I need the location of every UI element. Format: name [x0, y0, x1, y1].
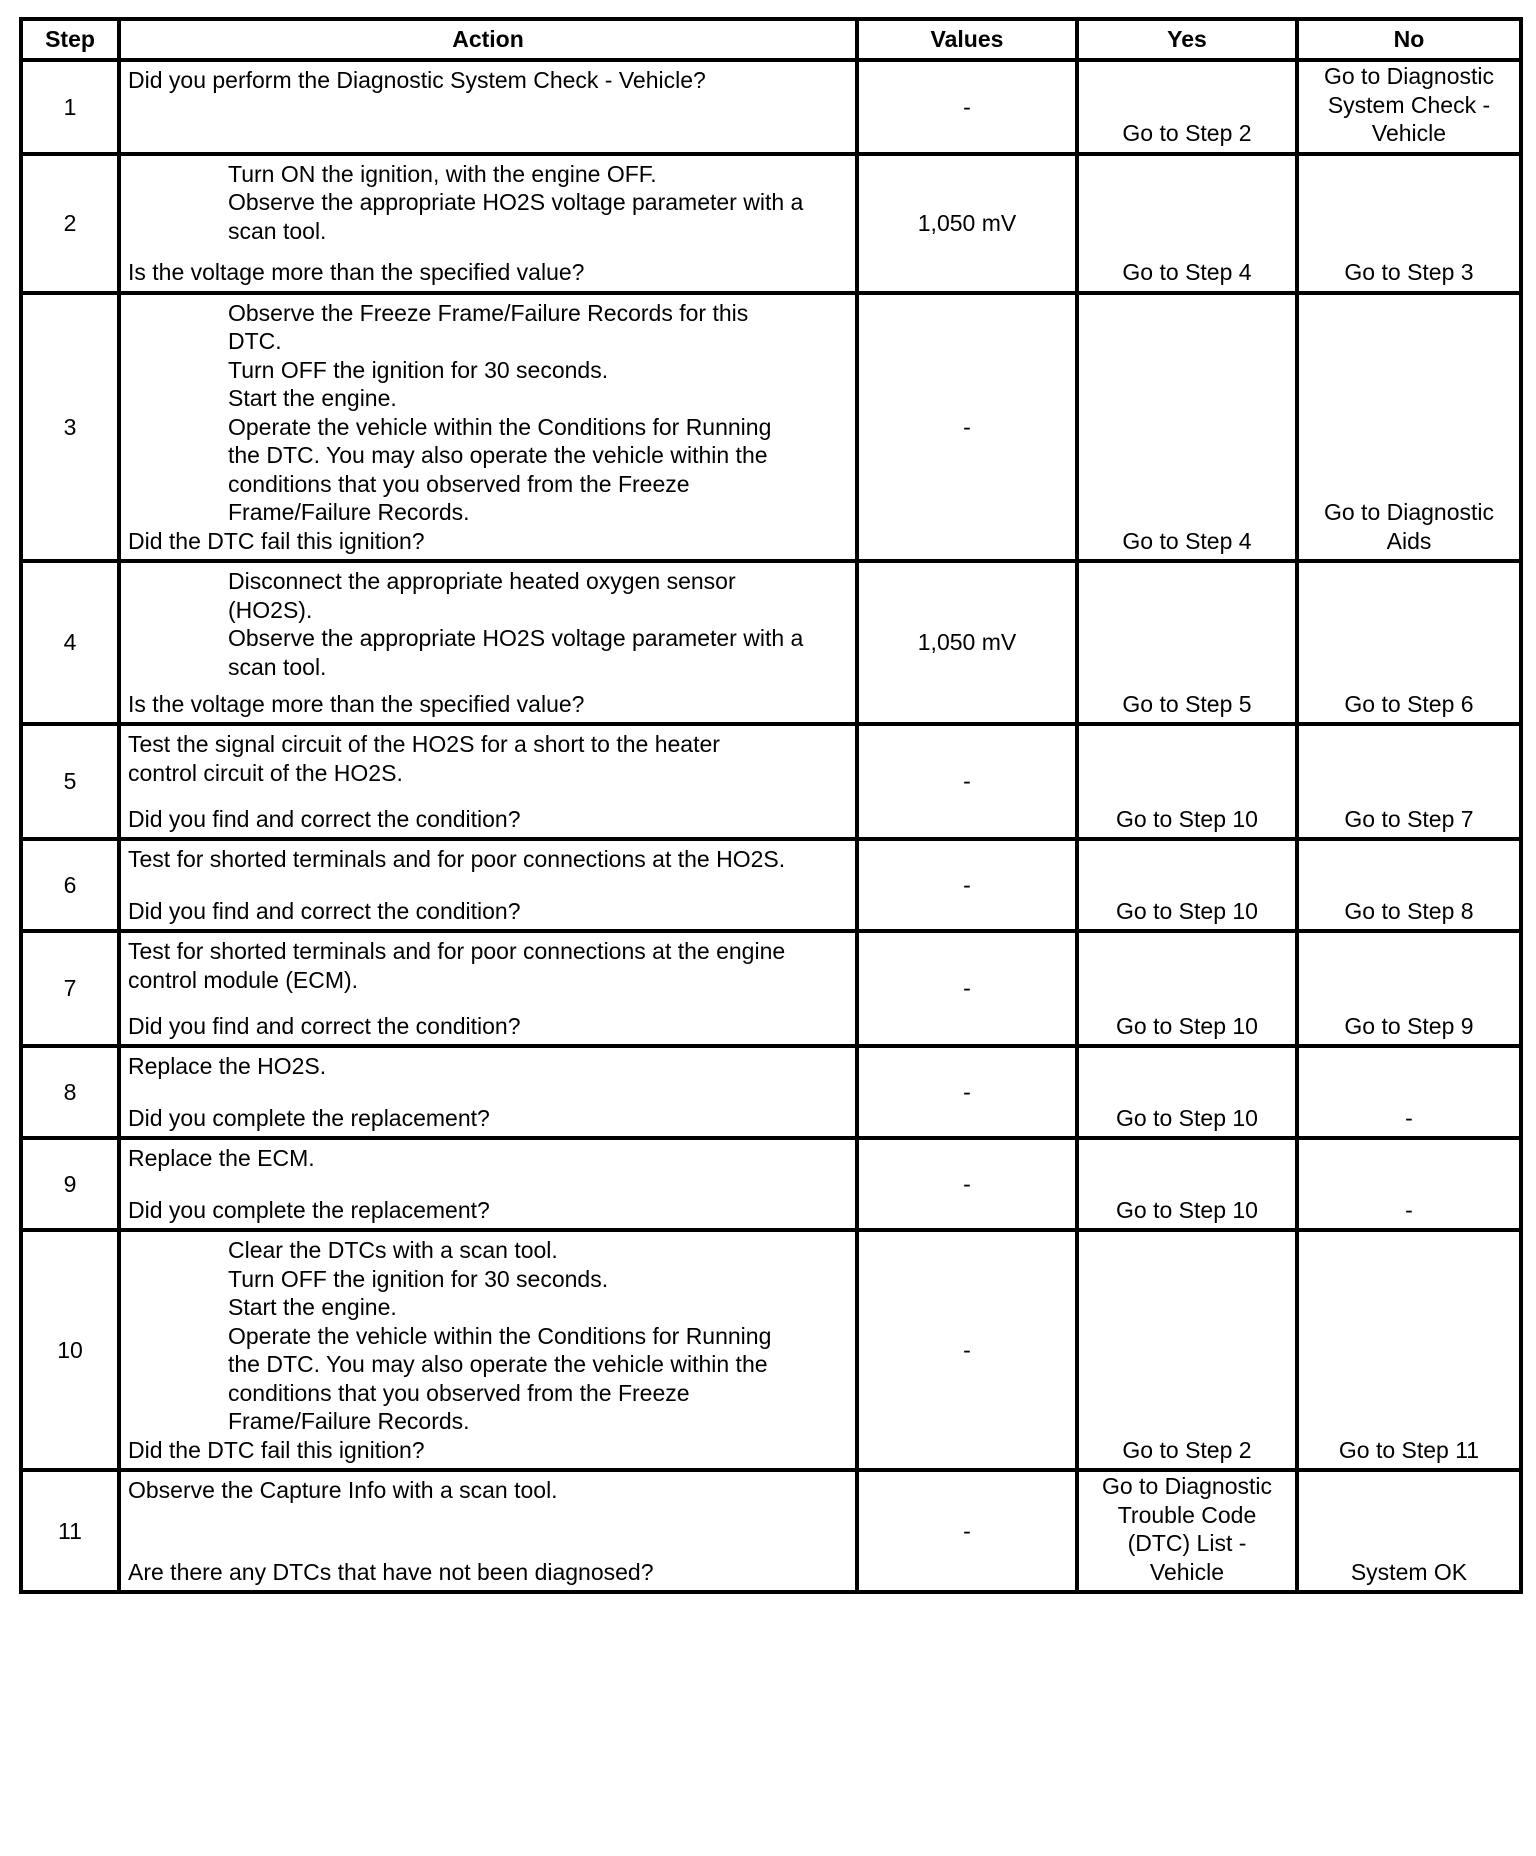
action-body — [128, 937, 847, 994]
table-body — [21, 60, 1521, 1592]
action-step-line: Frame/Failure Records. — [228, 1408, 470, 1434]
action-step-line: Frame/Failure Records. — [228, 499, 470, 525]
action-cell — [119, 1138, 857, 1230]
no-cell — [1297, 1046, 1521, 1138]
yes-outcome-line: Go to Diagnostic — [1101, 1473, 1273, 1499]
yes-outcome-line: Go to Step 10 — [1116, 897, 1258, 924]
step-cell: 9 — [21, 1138, 119, 1230]
action-intro-line: Test the signal circuit of the HO2S for a short to the heater — [128, 731, 720, 757]
no-outcome-line: System Check - — [1327, 91, 1491, 118]
step-cell: 5 — [21, 724, 119, 839]
values-cell: - — [857, 293, 1077, 562]
step-cell: 10 — [21, 1230, 119, 1470]
action-step-line: scan tool. — [228, 217, 327, 244]
action-question: Did the DTC fail this ignition? — [128, 1436, 425, 1463]
header-row — [21, 19, 1521, 60]
no-cell — [1297, 839, 1521, 931]
action-content — [121, 726, 855, 837]
yes-cell — [1077, 1138, 1297, 1230]
yes-cell — [1077, 154, 1297, 293]
step-cell: 3 — [21, 293, 119, 562]
header-no: No — [1297, 19, 1521, 60]
action-intro-line: control circuit of the HO2S. — [128, 759, 403, 786]
action-intro-line: Test for shorted terminals and for poor connections at the engine — [128, 938, 786, 964]
yes-outcome-line: Go to Step 10 — [1116, 805, 1258, 832]
action-step-list — [128, 1236, 847, 1436]
table-row — [21, 1138, 1521, 1230]
yes-outcome-line: Go to Step 5 — [1122, 690, 1252, 717]
no-outcome-line: - — [1405, 1104, 1413, 1131]
action-cell — [119, 293, 857, 562]
action-cell — [119, 1046, 857, 1138]
yes-outcome-line: Go to Step 10 — [1116, 1104, 1258, 1131]
header-yes: Yes — [1077, 19, 1297, 60]
values-cell: - — [857, 60, 1077, 154]
action-cell — [119, 561, 857, 724]
table-row — [21, 931, 1521, 1046]
action-question: Did you complete the replacement? — [128, 1104, 490, 1131]
no-outcome-line: Aids — [1386, 527, 1432, 554]
values-cell: - — [857, 839, 1077, 931]
action-content — [121, 295, 855, 560]
action-body — [128, 730, 847, 787]
table-row — [21, 60, 1521, 154]
action-step-line: Turn OFF the ignition for 30 seconds. — [228, 356, 609, 383]
action-content — [121, 62, 855, 152]
action-step-line: DTC. — [228, 328, 282, 354]
action-content — [121, 1472, 855, 1590]
action-step-line: Observe the appropriate HO2S voltage parameter with a — [228, 189, 804, 215]
no-cell — [1297, 1470, 1521, 1592]
action-step-line: Turn ON the ignition, with the engine OFF. — [228, 160, 657, 187]
values-cell: - — [857, 1046, 1077, 1138]
values-cell: 1,050 mV — [857, 561, 1077, 724]
action-step-line: Operate the vehicle within the Conditions for Running — [228, 1322, 772, 1349]
no-cell — [1297, 293, 1521, 562]
table-row — [21, 1046, 1521, 1138]
yes-outcome-line: Go to Step 2 — [1122, 1436, 1252, 1463]
action-question: Did you find and correct the condition? — [128, 805, 521, 832]
step-cell: 6 — [21, 839, 119, 931]
action-step-list — [128, 299, 847, 527]
yes-cell — [1077, 1046, 1297, 1138]
action-step-line: the DTC. You may also operate the vehicle within the — [228, 442, 768, 468]
action-body — [128, 1236, 847, 1436]
no-cell — [1297, 1138, 1521, 1230]
no-outcome-line: Go to Diagnostic — [1323, 499, 1495, 525]
yes-outcome-line: Vehicle — [1149, 1558, 1225, 1585]
no-cell — [1297, 154, 1521, 293]
action-step-line: conditions that you observed from the Freeze — [228, 470, 690, 497]
no-outcome-line: Go to Step 7 — [1344, 805, 1474, 832]
action-step-line: Start the engine. — [228, 385, 397, 411]
values-cell: - — [857, 1470, 1077, 1592]
table-row — [21, 1470, 1521, 1592]
action-intro-line: Replace the ECM. — [128, 1145, 315, 1171]
action-question: Did you find and correct the condition? — [128, 1012, 521, 1039]
yes-outcome-line: Trouble Code — [1117, 1501, 1257, 1528]
action-step-line: (HO2S). — [228, 596, 313, 623]
action-question: Did you find and correct the condition? — [128, 897, 521, 924]
yes-outcome-line: Go to Step 10 — [1116, 1012, 1258, 1039]
yes-cell — [1077, 724, 1297, 839]
yes-cell — [1077, 839, 1297, 931]
action-content — [121, 1140, 855, 1228]
action-step-line: Clear the DTCs with a scan tool. — [228, 1237, 558, 1263]
yes-cell — [1077, 561, 1297, 724]
header-values: Values — [857, 19, 1077, 60]
yes-cell — [1077, 293, 1297, 562]
step-cell: 7 — [21, 931, 119, 1046]
action-step-line: scan tool. — [228, 653, 327, 680]
yes-outcome-line: Go to Step 2 — [1122, 120, 1252, 146]
action-body — [128, 1476, 847, 1505]
no-outcome-line: Go to Step 9 — [1344, 1012, 1474, 1039]
no-outcome-line: Vehicle — [1371, 120, 1447, 146]
header-step: Step — [21, 19, 119, 60]
action-cell — [119, 60, 857, 154]
header-action: Action — [119, 19, 857, 60]
action-body — [128, 1144, 847, 1173]
action-step-line: Disconnect the appropriate heated oxygen sensor — [228, 568, 736, 594]
action-step-line: Start the engine. — [228, 1294, 397, 1320]
action-body — [128, 845, 847, 874]
no-outcome-line: Go to Diagnostic — [1323, 63, 1495, 89]
action-question: Is the voltage more than the specified value? — [128, 259, 585, 285]
yes-outcome-line: (DTC) List - — [1127, 1530, 1247, 1556]
action-step-line: Observe the appropriate HO2S voltage parameter with a — [228, 625, 804, 651]
action-question: Did you complete the replacement? — [128, 1196, 490, 1223]
action-step-list — [128, 567, 847, 681]
table-row — [21, 839, 1521, 931]
step-cell: 8 — [21, 1046, 119, 1138]
action-cell — [119, 1470, 857, 1592]
action-step-list — [128, 160, 847, 246]
action-content — [121, 841, 855, 929]
action-cell — [119, 1230, 857, 1470]
yes-cell — [1077, 931, 1297, 1046]
action-question: Did the DTC fail this ignition? — [128, 527, 425, 554]
values-cell: - — [857, 1230, 1077, 1470]
table-row — [21, 724, 1521, 839]
diagnostic-table-container — [19, 17, 1523, 1594]
action-content — [121, 1048, 855, 1136]
no-cell — [1297, 1230, 1521, 1470]
action-step-line: conditions that you observed from the Freeze — [228, 1379, 690, 1406]
values-cell: - — [857, 724, 1077, 839]
action-step-line: Turn OFF the ignition for 30 seconds. — [228, 1265, 609, 1292]
action-question: Is the voltage more than the specified value? — [128, 690, 585, 717]
action-body — [128, 1052, 847, 1081]
table-row — [21, 1230, 1521, 1470]
step-cell: 4 — [21, 561, 119, 724]
action-body — [128, 66, 847, 95]
action-step-line: the DTC. You may also operate the vehicle within the — [228, 1351, 768, 1377]
no-outcome-line: Go to Step 6 — [1344, 690, 1474, 717]
action-intro-line: Replace the HO2S. — [128, 1053, 327, 1079]
step-cell: 11 — [21, 1470, 119, 1592]
action-intro-line: Test for shorted terminals and for poor connections at the HO2S. — [128, 846, 786, 872]
action-cell — [119, 724, 857, 839]
no-cell — [1297, 724, 1521, 839]
action-content — [121, 933, 855, 1044]
no-cell — [1297, 931, 1521, 1046]
action-content — [121, 1232, 855, 1468]
table-row — [21, 154, 1521, 293]
yes-outcome-line: Go to Step 4 — [1122, 259, 1252, 285]
action-cell — [119, 839, 857, 931]
action-cell — [119, 154, 857, 293]
action-question: Are there any DTCs that have not been diagnosed? — [128, 1558, 654, 1585]
yes-cell — [1077, 60, 1297, 154]
values-cell: 1,050 mV — [857, 154, 1077, 293]
action-intro-line: Did you perform the Diagnostic System Check - Vehicle? — [128, 67, 706, 93]
no-cell — [1297, 561, 1521, 724]
step-cell: 1 — [21, 60, 119, 154]
table-row — [21, 561, 1521, 724]
action-intro-line: Observe the Capture Info with a scan tool. — [128, 1477, 558, 1503]
yes-outcome-line: Go to Step 4 — [1122, 527, 1252, 554]
action-body — [128, 567, 847, 681]
no-outcome-line: Go to Step 8 — [1344, 897, 1474, 924]
values-cell: - — [857, 931, 1077, 1046]
action-content — [121, 563, 855, 722]
action-body — [128, 299, 847, 527]
yes-cell — [1077, 1230, 1297, 1470]
diagnostic-table — [19, 17, 1523, 1594]
no-outcome-line: Go to Step 3 — [1344, 259, 1474, 285]
action-cell — [119, 931, 857, 1046]
values-cell: - — [857, 1138, 1077, 1230]
yes-outcome-line: Go to Step 10 — [1116, 1196, 1258, 1223]
action-step-line: Observe the Freeze Frame/Failure Records for this — [228, 299, 749, 326]
no-outcome-line: System OK — [1350, 1558, 1468, 1585]
yes-cell — [1077, 1470, 1297, 1592]
action-body — [128, 160, 847, 246]
action-intro-line: control module (ECM). — [128, 966, 359, 993]
table-row — [21, 293, 1521, 562]
no-outcome-line: - — [1405, 1196, 1413, 1223]
no-outcome-line: Go to Step 11 — [1338, 1436, 1480, 1463]
action-content — [121, 156, 855, 291]
no-cell — [1297, 60, 1521, 154]
step-cell: 2 — [21, 154, 119, 293]
action-step-line: Operate the vehicle within the Conditions for Running — [228, 413, 772, 440]
